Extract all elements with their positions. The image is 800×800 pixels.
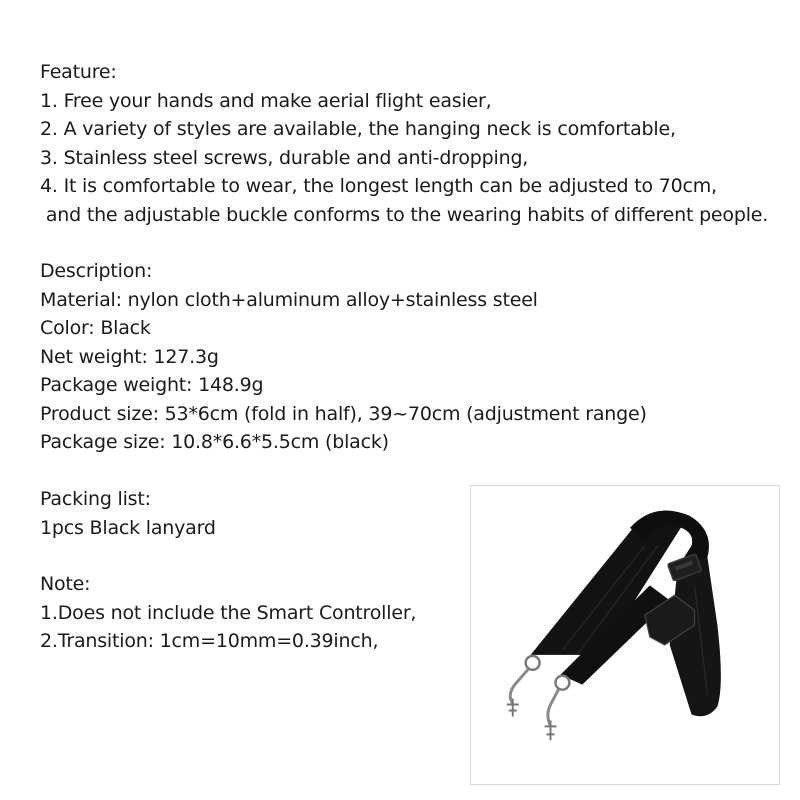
description-color: Color: Black (40, 317, 151, 339)
lanyard-illustration (471, 486, 779, 784)
feature-line: 3. Stainless steel screws, durable and anti-dropping, (40, 146, 529, 169)
note-heading: Note: (40, 573, 91, 595)
packing-list-heading: Packing list: (40, 488, 151, 510)
description-section (40, 257, 647, 457)
note-section (40, 570, 416, 656)
feature-heading: Feature: (40, 61, 117, 83)
feature-line: 4. It is comfortable to wear, the longest length can be adjusted to 70cm, (40, 175, 717, 197)
feature-section (40, 58, 768, 229)
metal-ring-icon (555, 676, 569, 690)
description-material: Material: nylon cloth+aluminum alloy+stainless steel (40, 288, 538, 311)
description-product-size: Product size: 53*6cm (fold in half), 39~70cm (adjustment range) (40, 402, 647, 425)
clip-screw-icon (545, 720, 557, 740)
clip-screw-icon (507, 699, 519, 717)
packing-list-section (40, 485, 216, 542)
clip-hook-icon (548, 690, 559, 727)
description-package-size: Package size: 10.8*6.6*5.5cm (black) (40, 431, 389, 453)
description-heading: Description: (40, 260, 153, 282)
feature-line: 1. Free your hands and make aerial flight easier, (40, 89, 492, 112)
note-line: 1.Does not include the Smart Controller, (40, 601, 417, 624)
product-image (470, 485, 780, 785)
metal-ring-icon (526, 656, 540, 670)
packing-list-item: 1pcs Black lanyard (40, 516, 216, 539)
feature-line: 2. A variety of styles are available, the hanging neck is comfortable, (40, 118, 676, 140)
description-net-weight: Net weight: 127.3g (40, 345, 219, 368)
feature-line: and the adjustable buckle conforms to the wearing habits of different people. (40, 203, 769, 226)
description-package-weight: Package weight: 148.9g (40, 374, 264, 396)
note-line: 2.Transition: 1cm=10mm=0.39inch, (40, 630, 379, 652)
